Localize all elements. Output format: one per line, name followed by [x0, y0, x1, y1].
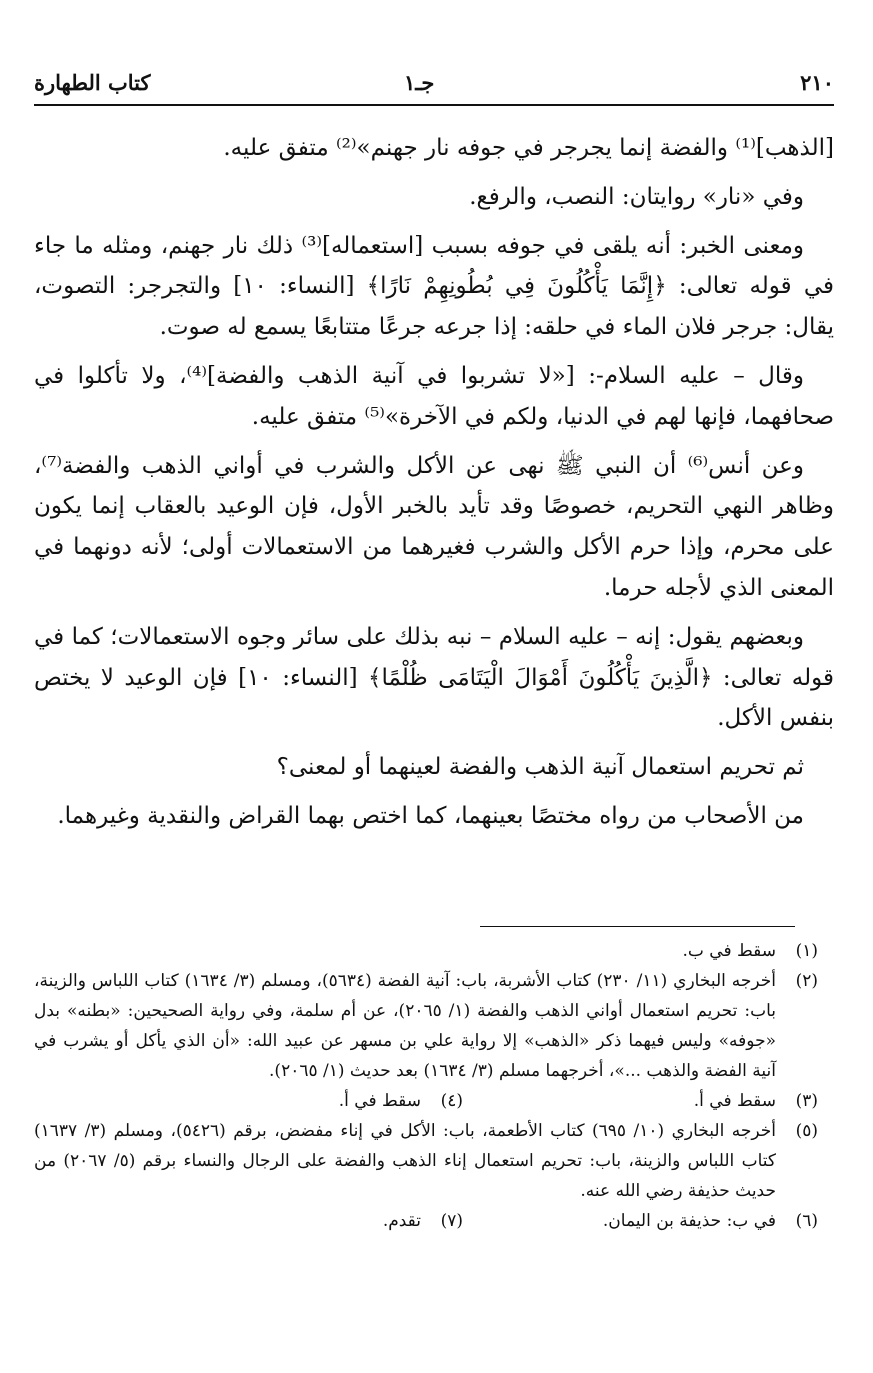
volume-label: جـ١ — [404, 70, 435, 95]
footnote-5 — [34, 1116, 818, 1206]
footnote-row — [34, 1206, 818, 1236]
footnote-number: (٥) — [795, 1121, 818, 1141]
main-text — [34, 128, 834, 845]
footnote-row — [34, 1086, 818, 1116]
footnote-separator — [480, 926, 795, 927]
footnote-number: (١) — [795, 941, 818, 961]
footnote-text: أخرجه البخاري (١١/ ٢٣٠) كتاب الأشربة، باب: آنية الفضة (٥٦٣٤)، ومسلم (٣/ ١٦٣٤) كتاب اللباس والزينة، باب: تحريم استعمال أواني الذهب والفضة (١/ ٢٠٦٥)، عن أم سلمة، وفي رواية الصحيحين: «بطنه» بدل «جوفه» وليس فيهما ذكر «الذهب» إلا رواية علي بن مسهر عن عبيد الله: «أن الذي يأكل أو يشرب في آنية الفضة والذهب ...»، أخرجهما مسلم (٣/ ١٦٣٤) بعد حديث (١/ ٢٠٦٥). — [34, 971, 776, 1081]
paragraph: [الذهب]⁽¹⁾ والفضة إنما يجرجر في جوفه نار جهنم»⁽²⁾ متفق عليه. — [223, 135, 834, 161]
footnote-number: (٢) — [795, 971, 818, 991]
footnote-text: تقدم. — [382, 1211, 421, 1231]
footnote-7 — [108, 1206, 463, 1236]
footnote-text: سقط في أ. — [693, 1091, 776, 1111]
paragraph: ومعنى الخبر: أنه يلقى في جوفه بسبب [استعماله]⁽³⁾ ذلك نار جهنم، ومثله ما جاء في قوله تعالى: ﴿إِنَّمَا يَأْكُلُونَ فِي بُطُونِهِمْ نَارًا﴾ [النساء: ١٠] والتجرجر: التصوت، يقال: جرجر فلان الماء في حلقه: إذا جرعه جرعًا متتابعًا يسمع له صوت. — [34, 232, 834, 341]
paragraph: وفي «نار» روايتان: النصب، والرفع. — [469, 183, 804, 210]
footnote-3 — [463, 1086, 818, 1116]
footnote-4 — [108, 1086, 463, 1116]
footnote-text: في ب: حذيفة بن اليمان. — [602, 1211, 776, 1231]
running-header — [34, 66, 834, 102]
paragraph: ثم تحريم استعمال آنية الذهب والفضة لعينهما أو لمعنى؟ — [276, 754, 804, 781]
footnote-text: سقط في أ. — [338, 1091, 421, 1111]
footnote-2 — [34, 966, 818, 1086]
paragraph: وقال – عليه السلام-: [«لا تشربوا في آنية الذهب والفضة]⁽⁴⁾، ولا تأكلوا في صحافهما، فإنها لهم في الدنيا، ولكم في الآخرة»⁽⁵⁾ متفق عليه. — [34, 362, 834, 430]
footnote-6 — [463, 1206, 818, 1236]
paragraph: من الأصحاب من رواه مختصًا بعينهما، كما اختص بهما القراض والنقدية وغيرهما. — [57, 802, 804, 829]
footnote-number: (٣) — [795, 1091, 818, 1111]
footnote-number: (٧) — [440, 1211, 463, 1231]
paragraph: وبعضهم يقول: إنه – عليه السلام – نبه بذلك على سائر وجوه الاستعمالات؛ كما في قوله تعالى: ﴿الَّذِينَ يَأْكُلُونَ أَمْوَالَ الْيَتَامَى ظُلْمًا﴾ [النساء: ١٠] فإن الوعيد لا يختص بنفس الأكل. — [34, 623, 834, 732]
paragraph: وعن أنس⁽⁶⁾ أن النبي ﷺ نهى عن الأكل والشرب في أواني الذهب والفضة⁽⁷⁾، وظاهر النهي التحريم، خصوصًا وقد تأيد بالخبر الأول، فإن الوعيد بالعقاب إنما يكون على محرم، وإذا حرم الأكل والشرب فغيرهما من الاستعمالات أولى؛ لأنه دونهما في المعنى الذي لأجله حرما. — [34, 452, 834, 601]
footnote-number: (٦) — [795, 1211, 818, 1231]
footnote-number: (٤) — [440, 1091, 463, 1111]
footnote-1 — [34, 936, 818, 966]
footnotes — [34, 936, 818, 1236]
footnote-text: سقط في ب. — [682, 941, 776, 961]
page-number: ٢١٠ — [800, 70, 834, 95]
header-rule — [34, 104, 834, 106]
book-title: كتاب الطهارة — [34, 70, 151, 95]
footnote-text: أخرجه البخاري (١٠/ ٦٩٥) كتاب الأطعمة، باب: الأكل في إناء مفضض، برقم (٥٤٢٦)، ومسلم (٣/ ١٦٣٧) كتاب اللباس والزينة، باب: تحريم استعمال إناء الذهب والفضة على الرجال والنساء برقم (٥/ ٢٠٦٧) من حديث حذيفة رضي الله عنه. — [34, 1121, 776, 1201]
